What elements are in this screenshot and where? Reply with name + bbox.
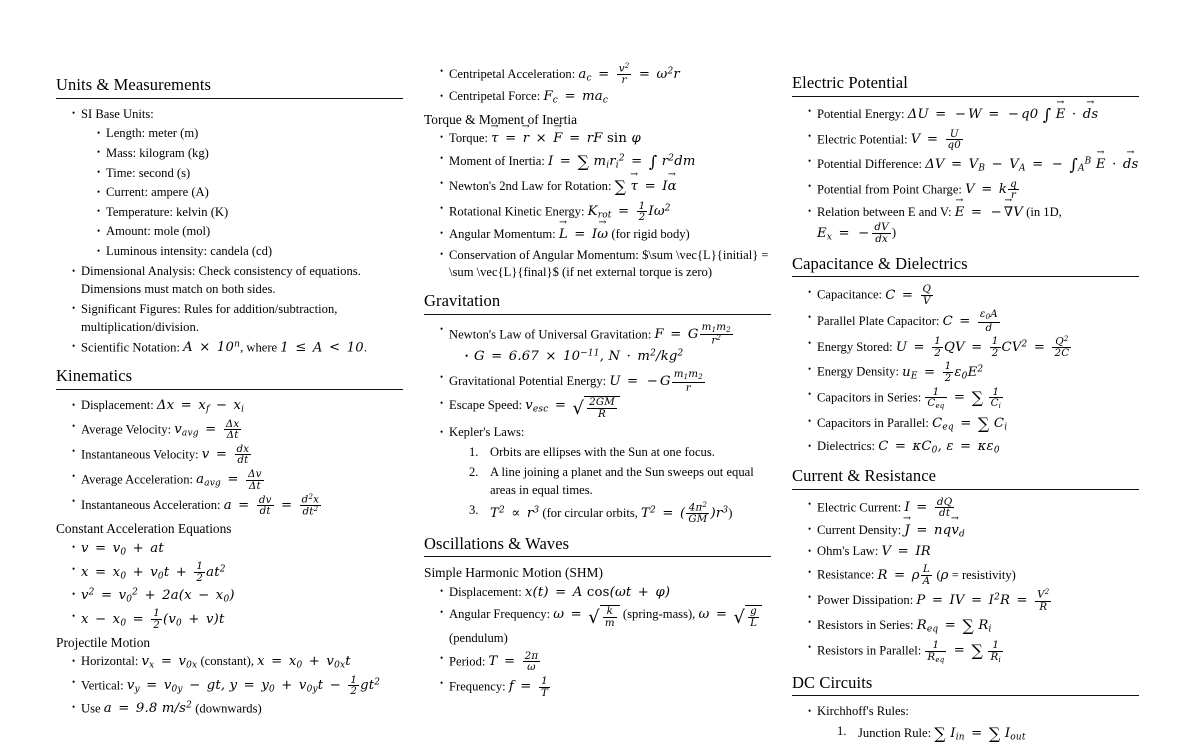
static-text: (for rigid body) bbox=[611, 226, 690, 241]
current-density-label: Current Density: bbox=[817, 522, 902, 537]
list-item bbox=[72, 540, 403, 559]
formula-potential-point-charge: V = k $\frac{q}{r}$ bbox=[965, 177, 1017, 202]
list-item: • Significant Figures: Rules for addition/subtraction, multiplication/division. bbox=[72, 301, 403, 336]
formula-universal-gravitation: F = G $\frac{m_1m_2}{r^2}$ bbox=[654, 320, 731, 347]
column-3 bbox=[792, 73, 1139, 744]
section-kinematics bbox=[56, 366, 403, 718]
section-units-measurements bbox=[56, 75, 403, 357]
subhead-torque-moment-inertia: Torque & Moment of Inertia bbox=[424, 111, 578, 127]
units-list bbox=[56, 106, 403, 358]
formula-xx0-eq: $x - x_0$ = $\frac{1}{2}$ $(v_0 + v)t$ bbox=[81, 607, 225, 631]
list-item bbox=[440, 369, 771, 393]
static-text: (spring-mass), bbox=[622, 606, 696, 621]
list-item bbox=[72, 653, 403, 672]
section-rule bbox=[792, 695, 1139, 696]
potential-difference-label: Potential Difference: bbox=[817, 156, 923, 171]
formula-instantaneous-acceleration: a = $\frac{dv}{dt}$ = $\frac{d^2x}{dt^2}$ bbox=[223, 492, 320, 518]
section-title-current-resistance: Current & Resistance bbox=[792, 466, 937, 486]
list-item: • Time: second (s) bbox=[97, 165, 403, 183]
average-acceleration-label: Average Acceleration: bbox=[81, 472, 193, 487]
shm-list bbox=[424, 584, 771, 699]
list-item bbox=[440, 151, 771, 173]
relation-e-and-v-label: Relation between E and V: bbox=[817, 204, 952, 219]
current-resistance-list bbox=[792, 497, 1139, 664]
formula-conservation-angular-momentum-raw: $\sum \vec{L}{initial} = \sum \vec{L}{final}$ (if net external torque is zero) bbox=[449, 247, 769, 280]
resistors-series-label: Resistors in Series: bbox=[817, 617, 914, 632]
section-current-resistance bbox=[792, 466, 1139, 664]
list-item bbox=[440, 130, 771, 148]
list-item bbox=[440, 396, 771, 422]
static-text: (pendulum) bbox=[449, 631, 508, 646]
formula-shm-displacement: x(t) = A cos(ωt + φ) bbox=[524, 584, 671, 600]
si-base-units-label: SI Base Units: bbox=[81, 106, 154, 121]
formula-x-eq: $x = x_0 + v_0t$ + $\frac{1}{2}$ $at^2$ bbox=[81, 560, 226, 584]
formula-centripetal-force: $F_c = ma_c$ bbox=[543, 89, 609, 106]
formula-escape-speed: $v_{esc}$ = √ $\frac{2GM}{R}$ bbox=[525, 398, 620, 413]
scientific-notation-label: Scientific Notation: bbox=[81, 339, 180, 354]
moment-of-inertia-label: Moment of Inertia: bbox=[449, 153, 545, 168]
kirchhoffs-rules-label: Kirchhoff's Rules: bbox=[817, 704, 909, 719]
static-text: (downwards) bbox=[195, 701, 262, 716]
section-capacitance-dielectrics bbox=[792, 254, 1139, 457]
dielectrics-label: Dielectrics: bbox=[817, 439, 876, 454]
list-item bbox=[440, 226, 771, 244]
column-2 bbox=[424, 62, 771, 699]
list-item bbox=[440, 322, 771, 367]
potential-energy-label: Potential Energy: bbox=[817, 106, 905, 121]
section-title-units: Units & Measurements bbox=[56, 75, 212, 94]
static-text: ) bbox=[891, 225, 897, 240]
formula-gravitational-pe: U = − G $\frac{m_1m_2}{r}$ bbox=[609, 368, 703, 394]
resistance-label: Resistance: bbox=[817, 567, 875, 582]
list-item bbox=[440, 63, 771, 86]
section-electric-potential bbox=[792, 73, 1139, 245]
list-item bbox=[808, 497, 1139, 520]
section-title-oscillations: Oscillations & Waves bbox=[424, 533, 570, 553]
list-item bbox=[72, 419, 403, 442]
formula-moment-of-inertia: I = ∑ $m_ir_i^2$ = ∫ $r^2dm$ bbox=[547, 151, 696, 171]
list-item bbox=[808, 543, 1139, 561]
list-item: • Luminous intensity: candela (cd) bbox=[97, 243, 403, 261]
formula-horizontal: $v_x = v_{0x}$ bbox=[141, 654, 198, 671]
list-item bbox=[808, 615, 1139, 637]
formula-resistors-series: $R_{eq}$ = ∑ $R_i$ bbox=[916, 615, 992, 635]
formula-angular-frequency-spring: ω = √ $\frac{k}{m}$ bbox=[553, 607, 620, 622]
projectile-motion-list bbox=[56, 653, 403, 718]
conservation-angular-momentum-label: Conservation of Angular Momentum: bbox=[449, 247, 639, 262]
list-item bbox=[808, 522, 1139, 541]
kirchhoff-rules-list bbox=[817, 723, 1139, 745]
formula-torque: τ → = r → × F → = rF sin φ bbox=[491, 131, 641, 146]
horizontal-label: Horizontal: bbox=[81, 654, 139, 669]
resistors-parallel-label: Resistors in Parallel: bbox=[817, 643, 922, 658]
formula-current-density: J → = nqv $\to_d$ bbox=[904, 523, 965, 538]
energy-stored-label: Energy Stored: bbox=[817, 339, 893, 354]
formula-centripetal-acceleration: $a_c$ = $\frac{v^2}{r}$ = $\omega^2r$ bbox=[578, 62, 680, 87]
section-rule bbox=[56, 98, 403, 99]
formula-kepler-third: $T^2 \propto r^3$ bbox=[490, 505, 540, 521]
use-label: Use bbox=[81, 701, 101, 716]
torque-label: Torque: bbox=[449, 130, 488, 145]
list-item bbox=[808, 438, 1139, 457]
capacitance-label: Capacitance: bbox=[817, 287, 883, 302]
torque-list bbox=[424, 130, 771, 282]
section-rule bbox=[792, 276, 1139, 277]
section-rule bbox=[792, 489, 1139, 490]
list-item bbox=[837, 723, 1139, 745]
electric-potential-label: Electric Potential: bbox=[817, 131, 908, 146]
capacitance-list bbox=[792, 284, 1139, 457]
potential-point-charge-label: Potential from Point Charge: bbox=[817, 181, 962, 196]
formula-relation-e-v: E → = − ∇ →V bbox=[955, 205, 1023, 220]
static-text: , where bbox=[240, 339, 278, 354]
list-item bbox=[440, 176, 771, 198]
static-text: (for circular orbits, bbox=[542, 505, 638, 520]
formula-kepler-third-full: $T^2$ = ( $\frac{4\pi^2}{GM}$ )$r^3$ bbox=[641, 500, 729, 525]
list-item bbox=[440, 88, 771, 107]
list-item bbox=[440, 651, 771, 674]
instantaneous-acceleration-label: Instantaneous Acceleration: bbox=[81, 498, 221, 513]
section-rule bbox=[424, 314, 771, 315]
capacitors-parallel-label: Capacitors in Parallel: bbox=[817, 416, 929, 431]
formula-frequency: f = $\frac{1}{T}$ bbox=[508, 674, 549, 699]
list-item bbox=[465, 348, 771, 367]
list-item bbox=[72, 608, 403, 631]
list-item bbox=[808, 413, 1139, 435]
list-item: • Length: meter (m) bbox=[97, 125, 403, 143]
formula-scientific-notation: $A \times 10^n$ bbox=[183, 339, 241, 355]
formula-electric-potential: V = $\frac{U}{q0}$ bbox=[910, 127, 962, 152]
formula-angular-momentum: L → = Iω → bbox=[559, 227, 608, 242]
formula-average-acceleration: $a_{avg}$ = $\frac{\Delta v}{\Delta t}$ bbox=[196, 467, 262, 492]
section-rule bbox=[424, 556, 771, 557]
formula-power-dissipation: P = IV = $I^2R$ = $\frac{V^2}{R}$ bbox=[916, 588, 1050, 613]
electric-current-label: Electric Current: bbox=[817, 500, 902, 515]
list-item bbox=[440, 605, 771, 648]
subhead-shm: Simple Harmonic Motion (SHM) bbox=[424, 565, 603, 581]
formula-capacitors-parallel: $C_{eq}$ = ∑ $C_i$ bbox=[932, 414, 1008, 434]
section-dc-circuits bbox=[792, 673, 1139, 745]
list-item bbox=[440, 584, 771, 602]
formula-gravitational-constant: $G = 6.67 \times 10^{-11}$, $N \cdot m^2/kg^2$ bbox=[474, 349, 684, 365]
list-item bbox=[72, 561, 403, 584]
energy-density-label: Energy Density: bbox=[817, 364, 899, 379]
section-rule bbox=[56, 389, 403, 390]
average-velocity-label: Average Velocity: bbox=[81, 422, 172, 437]
newtons-law-gravitation-label: Newton's Law of Universal Gravitation: bbox=[449, 326, 652, 341]
column-1 bbox=[56, 75, 403, 717]
formula-rotational-ke: $K_{rot}$ = $\frac{1}{2}$ $I\omega^2$ bbox=[587, 199, 671, 224]
formula-period: T = $\frac{2\pi}{\omega}$ bbox=[488, 649, 539, 674]
static-text: . bbox=[363, 339, 368, 354]
gravitation-list bbox=[424, 322, 771, 525]
formula-potential-energy: ΔU = − W = − q0 ∫ E → · ds → bbox=[908, 107, 1099, 122]
list-item bbox=[72, 675, 403, 698]
list-item bbox=[808, 361, 1139, 384]
formula-dielectrics: $C = \kappa C_0$, $\varepsilon = \kappa\varepsilon_0$ bbox=[878, 439, 1000, 456]
list-item bbox=[808, 640, 1139, 664]
instantaneous-velocity-label: Instantaneous Velocity: bbox=[81, 447, 199, 462]
displacement-label: Displacement: bbox=[81, 398, 154, 413]
kinematics-list bbox=[56, 397, 403, 517]
list-item bbox=[808, 387, 1139, 411]
section-title-kinematics: Kinematics bbox=[56, 366, 133, 386]
list-item bbox=[72, 700, 403, 719]
angular-momentum-label: Angular Momentum: bbox=[449, 226, 556, 241]
list-item bbox=[72, 444, 403, 467]
list-item bbox=[808, 703, 1139, 745]
list-item: Orbits are ellipses with the Sun at one focus. bbox=[490, 444, 715, 459]
formula-ohms-law: V = IR bbox=[881, 544, 931, 560]
formula-gravity-value: a = 9.8 $m/s^2$ bbox=[103, 700, 193, 717]
formula-resistance: R = ρ $\frac{L}{A}$ bbox=[877, 563, 931, 588]
list-item: • Current: ampere (A) bbox=[97, 184, 403, 202]
angular-frequency-label: Angular Frequency: bbox=[449, 606, 551, 621]
constant-acceleration-list bbox=[56, 540, 403, 631]
formula-average-velocity: $v_{avg}$ = $\frac{\Delta x}{\Delta t}$ bbox=[174, 417, 240, 442]
newtons-2nd-law-rotation-label: Newton's 2nd Law for Rotation: bbox=[449, 178, 612, 193]
list-item: • Mass: kilogram (kg) bbox=[97, 145, 403, 163]
formula-junction-rule: ∑ $I_{in}$ = ∑ $I_{out}$ bbox=[934, 724, 1026, 744]
section-title-dc-circuits: DC Circuits bbox=[792, 672, 873, 692]
electric-potential-list bbox=[792, 104, 1139, 245]
period-label: Period: bbox=[449, 654, 486, 669]
formula-v2-eq: $v^2 = v_0^2 + 2a(x - x_0)$ bbox=[81, 587, 235, 605]
list-item bbox=[72, 586, 403, 605]
formula-parallel-plate: C = $\frac{\varepsilon_0A}{d}$ bbox=[942, 308, 998, 334]
list-item: A line joining a planet and the Sun sweeps out equal areas in equal times. bbox=[490, 464, 754, 497]
formula-energy-density: $u_E$ = $\frac{1}{2}$ $\varepsilon_0E^2$ bbox=[902, 360, 984, 385]
list-item bbox=[808, 564, 1139, 587]
list-item bbox=[808, 179, 1139, 202]
parallel-plate-capacitor-label: Parallel Plate Capacitor: bbox=[817, 314, 940, 329]
static-text: (constant), bbox=[200, 654, 254, 669]
keplers-laws-list bbox=[449, 444, 771, 525]
capacitors-series-label: Capacitors in Series: bbox=[817, 389, 922, 404]
list-item bbox=[808, 309, 1139, 333]
keplers-laws-label: Kepler's Laws: bbox=[449, 425, 525, 440]
centripetal-force-label: Centripetal Force: bbox=[449, 89, 541, 104]
list-item bbox=[808, 129, 1139, 152]
vertical-label: Vertical: bbox=[81, 678, 124, 693]
section-title-capacitance: Capacitance & Dielectrics bbox=[792, 253, 968, 273]
list-item bbox=[808, 284, 1139, 307]
list-item bbox=[469, 502, 771, 525]
formula-newton-2nd-rotation: ∑ τ → = Iα → bbox=[615, 179, 677, 194]
formula-relation-e-v-1d: $E_x$ = − $\frac{dV}{dx}$ bbox=[817, 221, 889, 245]
section-gravitation bbox=[424, 291, 771, 525]
list-item bbox=[808, 589, 1139, 612]
ohms-law-label: Ohm's Law: bbox=[817, 544, 879, 559]
subhead-projectile-motion: Projectile Motion bbox=[56, 634, 151, 650]
shm-displacement-label: Displacement: bbox=[449, 584, 522, 599]
junction-rule-label: Junction Rule: bbox=[858, 726, 932, 741]
list-item bbox=[440, 676, 771, 699]
rotational-kinetic-energy-label: Rotational Kinetic Energy: bbox=[449, 204, 585, 219]
list-item bbox=[72, 106, 403, 261]
list-item bbox=[440, 424, 771, 524]
centripetal-list bbox=[424, 63, 771, 108]
list-item bbox=[72, 397, 403, 416]
list-item bbox=[440, 247, 771, 282]
formula-sci-range: 1 ≤ A < 10 bbox=[280, 339, 364, 355]
formula-displacement: $\Delta x = x_f - x_i$ bbox=[156, 398, 245, 415]
section-oscillations-waves bbox=[424, 534, 771, 699]
list-item bbox=[72, 494, 403, 517]
static-text: (ρ = resistivity) bbox=[936, 567, 1016, 583]
formula-angular-frequency-pendulum: ω = √ $\frac{g}{L}$ bbox=[698, 607, 762, 622]
formula-electric-current: I = $\frac{dQ}{dt}$ bbox=[904, 495, 953, 520]
list-item bbox=[72, 469, 403, 492]
formula-energy-stored: U = $\frac{1}{2}$ QV = $\frac{1}{2}$ $CV^2$ = $\frac{Q^2}{2C}$ bbox=[895, 334, 1070, 360]
frequency-label: Frequency: bbox=[449, 679, 506, 694]
list-item bbox=[808, 336, 1139, 359]
list-item bbox=[808, 104, 1139, 126]
list-item bbox=[808, 154, 1139, 176]
gravitational-pe-label: Gravitational Potential Energy: bbox=[449, 374, 607, 389]
list-item bbox=[72, 339, 403, 358]
formula-instantaneous-velocity: v = $\frac{dx}{dt}$ bbox=[201, 442, 250, 467]
formula-capacitance: C = $\frac{Q}{V}$ bbox=[885, 283, 932, 308]
formula-v-eq: $v = v_0$ + at bbox=[81, 540, 164, 558]
gravitational-constant-sublist bbox=[449, 348, 771, 367]
formula-capacitors-series: $\frac{1}{C_{eq}}$ = ∑ $\frac{1}{C_i}$ bbox=[927, 385, 1002, 411]
list-item: • Temperature: kelvin (K) bbox=[97, 204, 403, 222]
static-text: (in 1D, bbox=[1026, 204, 1062, 219]
formula-potential-difference: $\Delta V = V_B - V_A$ = − $\int_A^B$ E → · ds → bbox=[925, 157, 1138, 172]
dc-circuits-list bbox=[792, 703, 1139, 745]
escape-speed-label: Escape Speed: bbox=[449, 397, 523, 412]
list-item: • Amount: mole (mol) bbox=[97, 223, 403, 241]
si-base-units-sublist bbox=[81, 125, 403, 260]
section-title-electric-potential: Electric Potential bbox=[792, 73, 908, 92]
formula-horizontal-x: $x = x_0 + v_{0x}t$ bbox=[257, 654, 351, 671]
formula-resistors-parallel: $\frac{1}{R_{eq}}$ = ∑ $\frac{1}{R_i}$ bbox=[927, 638, 1001, 664]
static-text: ) bbox=[728, 505, 733, 520]
subhead-constant-acceleration: Constant Acceleration Equations bbox=[56, 521, 232, 537]
section-title-gravitation: Gravitation bbox=[424, 291, 501, 311]
list-item: • Dimensional Analysis: Check consistency of equations. Dimensions must match on both sides. bbox=[72, 263, 403, 298]
list-item bbox=[808, 204, 1139, 245]
centripetal-acceleration-label: Centripetal Acceleration: bbox=[449, 66, 576, 81]
power-dissipation-label: Power Dissipation: bbox=[817, 593, 914, 608]
formula-vertical: $v_y = v_{0y}$ − gt, $y = y_0 + v_{0y}t$ − $\frac{1}{2}$ $gt^2$ bbox=[126, 673, 381, 698]
